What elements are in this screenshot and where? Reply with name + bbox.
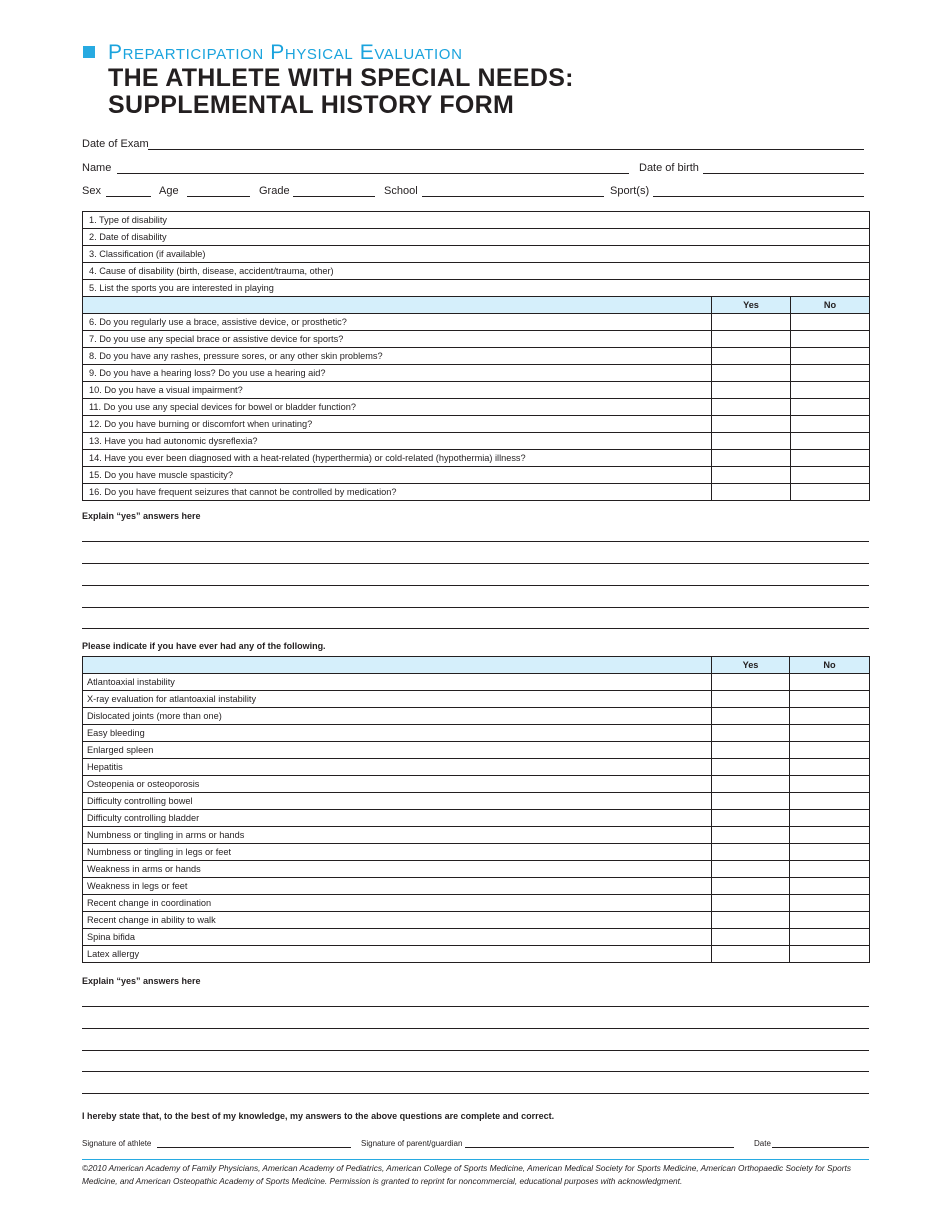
header-blank-cell (83, 657, 712, 674)
sports-field[interactable] (653, 196, 864, 197)
yes-checkbox[interactable] (712, 776, 790, 793)
no-checkbox[interactable] (790, 878, 870, 895)
question-row (83, 382, 870, 399)
info-row-text[interactable]: 5. List the sports you are interested in playing (83, 280, 870, 297)
parent-signature-field[interactable] (465, 1147, 734, 1148)
sports-label: Sport(s) (610, 185, 650, 197)
info-row-text[interactable]: 2. Date of disability (83, 229, 870, 246)
condition-text: Recent change in coordination (83, 895, 712, 912)
question-row (83, 348, 870, 365)
question-row (83, 467, 870, 484)
form-supertitle: Preparticipation Physical Evaluation (108, 41, 463, 64)
explain-answer-line[interactable] (82, 1028, 869, 1029)
question-text: 10. Do you have a visual impairment? (83, 382, 712, 399)
question-row (83, 484, 870, 501)
yes-checkbox[interactable] (712, 450, 791, 467)
condition-row (83, 776, 870, 793)
condition-text: Weakness in legs or feet (83, 878, 712, 895)
explain-answer-line[interactable] (82, 585, 869, 586)
yes-column-header: Yes (712, 297, 791, 314)
condition-text: Hepatitis (83, 759, 712, 776)
no-column-header: No (791, 297, 870, 314)
condition-row (83, 674, 870, 691)
grade-field[interactable] (293, 196, 375, 197)
yes-checkbox[interactable] (712, 674, 790, 691)
explain-answer-line[interactable] (82, 563, 869, 564)
condition-row (83, 844, 870, 861)
date-signature-label: Date (754, 1139, 771, 1148)
yes-checkbox[interactable] (712, 467, 791, 484)
condition-text: X-ray evaluation for atlantoaxial instability (83, 691, 712, 708)
yes-checkbox[interactable] (712, 348, 791, 365)
explain-answer-line[interactable] (82, 607, 869, 608)
question-text: 13. Have you had autonomic dysreflexia? (83, 433, 712, 450)
sex-label: Sex (82, 185, 101, 197)
section2-intro: Please indicate if you have ever had any of the following. (82, 641, 326, 651)
table-header-row (83, 657, 870, 674)
question-text: 6. Do you regularly use a brace, assistive device, or prosthetic? (83, 314, 712, 331)
no-checkbox[interactable] (791, 331, 870, 348)
condition-text: Osteopenia or osteoporosis (83, 776, 712, 793)
sex-field[interactable] (106, 196, 151, 197)
question-text: 12. Do you have burning or discomfort when urinating? (83, 416, 712, 433)
no-checkbox[interactable] (790, 725, 870, 742)
condition-text: Latex allergy (83, 946, 712, 963)
info-row-text[interactable]: 3. Classification (if available) (83, 246, 870, 263)
condition-row (83, 912, 870, 929)
no-column-header: No (790, 657, 870, 674)
condition-text: Weakness in arms or hands (83, 861, 712, 878)
age-label: Age (159, 185, 179, 197)
no-checkbox[interactable] (790, 674, 870, 691)
date-of-exam-field[interactable] (148, 149, 864, 150)
school-label: School (384, 185, 418, 197)
disability-questions-table (82, 211, 870, 501)
condition-row (83, 895, 870, 912)
date-of-birth-label: Date of birth (639, 162, 699, 174)
question-row (83, 365, 870, 382)
explain-answer-line[interactable] (82, 1050, 869, 1051)
no-checkbox[interactable] (790, 946, 870, 963)
condition-row (83, 725, 870, 742)
condition-row (83, 708, 870, 725)
yes-checkbox[interactable] (712, 433, 791, 450)
no-checkbox[interactable] (791, 433, 870, 450)
info-row (83, 229, 870, 246)
yes-checkbox[interactable] (712, 314, 791, 331)
yes-checkbox[interactable] (712, 844, 790, 861)
condition-text: Spina bifida (83, 929, 712, 946)
question-text: 9. Do you have a hearing loss? Do you use a hearing aid? (83, 365, 712, 382)
explain-answer-line[interactable] (82, 628, 869, 629)
condition-row (83, 759, 870, 776)
question-row (83, 314, 870, 331)
question-text: 8. Do you have any rashes, pressure sores, or any other skin problems? (83, 348, 712, 365)
condition-row (83, 742, 870, 759)
attestation-statement: I hereby state that, to the best of my knowledge, my answers to the above questions are complete and correct. (82, 1111, 555, 1121)
name-label: Name (82, 162, 112, 174)
yes-checkbox[interactable] (712, 416, 791, 433)
yes-checkbox[interactable] (712, 399, 791, 416)
yes-checkbox[interactable] (712, 793, 790, 810)
no-checkbox[interactable] (791, 314, 870, 331)
grade-label: Grade (259, 185, 290, 197)
parent-signature-label: Signature of parent/guardian (361, 1139, 463, 1148)
explain-answer-line[interactable] (82, 1071, 869, 1072)
info-row (83, 280, 870, 297)
condition-text: Dislocated joints (more than one) (83, 708, 712, 725)
yes-checkbox[interactable] (712, 484, 791, 501)
form-title-line1: THE ATHLETE WITH SPECIAL NEEDS: (108, 64, 574, 92)
yes-checkbox[interactable] (712, 912, 790, 929)
question-text: 15. Do you have muscle spasticity? (83, 467, 712, 484)
no-checkbox[interactable] (790, 708, 870, 725)
date-signature-field[interactable] (772, 1147, 869, 1148)
no-checkbox[interactable] (791, 484, 870, 501)
condition-text: Atlantoaxial instability (83, 674, 712, 691)
question-row (83, 450, 870, 467)
no-checkbox[interactable] (791, 365, 870, 382)
condition-row (83, 691, 870, 708)
no-checkbox[interactable] (791, 382, 870, 399)
no-checkbox[interactable] (790, 776, 870, 793)
question-row (83, 399, 870, 416)
no-checkbox[interactable] (790, 895, 870, 912)
info-row (83, 212, 870, 229)
form-title-line2: SUPPLEMENTAL HISTORY FORM (108, 91, 515, 119)
no-checkbox[interactable] (790, 810, 870, 827)
yes-checkbox[interactable] (712, 827, 790, 844)
condition-text: Difficulty controlling bowel (83, 793, 712, 810)
header-blank-cell (83, 297, 712, 314)
explain-answer-line[interactable] (82, 1006, 869, 1007)
no-checkbox[interactable] (791, 450, 870, 467)
yes-column-header: Yes (712, 657, 790, 674)
explain-answer-line[interactable] (82, 541, 869, 542)
header-square-icon (83, 46, 95, 58)
condition-text: Numbness or tingling in arms or hands (83, 827, 712, 844)
no-checkbox[interactable] (790, 827, 870, 844)
no-checkbox[interactable] (790, 793, 870, 810)
no-checkbox[interactable] (791, 467, 870, 484)
yes-checkbox[interactable] (712, 382, 791, 399)
yes-checkbox[interactable] (712, 725, 790, 742)
no-checkbox[interactable] (790, 844, 870, 861)
no-checkbox[interactable] (790, 691, 870, 708)
question-row (83, 433, 870, 450)
no-checkbox[interactable] (790, 929, 870, 946)
date-of-exam-label: Date of Exam (82, 138, 149, 150)
question-row (83, 416, 870, 433)
condition-row (83, 827, 870, 844)
condition-row (83, 878, 870, 895)
condition-row (83, 793, 870, 810)
no-checkbox[interactable] (790, 912, 870, 929)
footer-divider (82, 1159, 869, 1160)
condition-row (83, 929, 870, 946)
yes-checkbox[interactable] (712, 365, 791, 382)
date-of-birth-field[interactable] (703, 173, 864, 174)
yes-checkbox[interactable] (712, 759, 790, 776)
copyright-notice: ©2010 American Academy of Family Physicians, American Academy of Pediatrics, American College of Sports Medicine, American Medical Society for Sports Medicine, American Orthopaedic Society for Sports Medicine, and American Osteopathic Academy of Sports Medicine. Permission is granted to reprint for noncommercial, educational purposes with acknowledgment. (82, 1163, 851, 1186)
school-field[interactable] (422, 196, 604, 197)
condition-text: Recent change in ability to walk (83, 912, 712, 929)
explain-yes-label-2: Explain “yes” answers here (82, 976, 201, 986)
yes-checkbox[interactable] (712, 929, 790, 946)
conditions-table (82, 656, 870, 963)
condition-text: Numbness or tingling in legs or feet (83, 844, 712, 861)
condition-row (83, 861, 870, 878)
condition-text: Difficulty controlling bladder (83, 810, 712, 827)
yes-checkbox[interactable] (712, 810, 790, 827)
no-checkbox[interactable] (790, 861, 870, 878)
explain-yes-label-1: Explain “yes” answers here (82, 511, 201, 521)
yes-checkbox[interactable] (712, 861, 790, 878)
info-row-text[interactable]: 1. Type of disability (83, 212, 870, 229)
athlete-signature-label: Signature of athlete (82, 1139, 152, 1148)
question-text: 16. Do you have frequent seizures that cannot be controlled by medication? (83, 484, 712, 501)
no-checkbox[interactable] (790, 742, 870, 759)
age-field[interactable] (187, 196, 250, 197)
question-text: 14. Have you ever been diagnosed with a heat-related (hyperthermia) or cold-related (hypothermia) illness? (83, 450, 712, 467)
condition-text: Enlarged spleen (83, 742, 712, 759)
condition-row (83, 810, 870, 827)
condition-row (83, 946, 870, 963)
info-row-text[interactable]: 4. Cause of disability (birth, disease, accident/trauma, other) (83, 263, 870, 280)
name-field[interactable] (117, 173, 629, 174)
yes-checkbox[interactable] (712, 331, 791, 348)
info-row (83, 263, 870, 280)
yes-checkbox[interactable] (712, 895, 790, 912)
info-row (83, 246, 870, 263)
no-checkbox[interactable] (791, 416, 870, 433)
no-checkbox[interactable] (791, 348, 870, 365)
table-header-row (83, 297, 870, 314)
yes-checkbox[interactable] (712, 691, 790, 708)
condition-text: Easy bleeding (83, 725, 712, 742)
athlete-signature-field[interactable] (157, 1147, 351, 1148)
yes-checkbox[interactable] (712, 946, 790, 963)
explain-answer-line[interactable] (82, 1093, 869, 1094)
question-text: 7. Do you use any special brace or assistive device for sports? (83, 331, 712, 348)
question-row (83, 331, 870, 348)
question-text: 11. Do you use any special devices for bowel or bladder function? (83, 399, 712, 416)
yes-checkbox[interactable] (712, 742, 790, 759)
yes-checkbox[interactable] (712, 878, 790, 895)
no-checkbox[interactable] (790, 759, 870, 776)
no-checkbox[interactable] (791, 399, 870, 416)
yes-checkbox[interactable] (712, 708, 790, 725)
